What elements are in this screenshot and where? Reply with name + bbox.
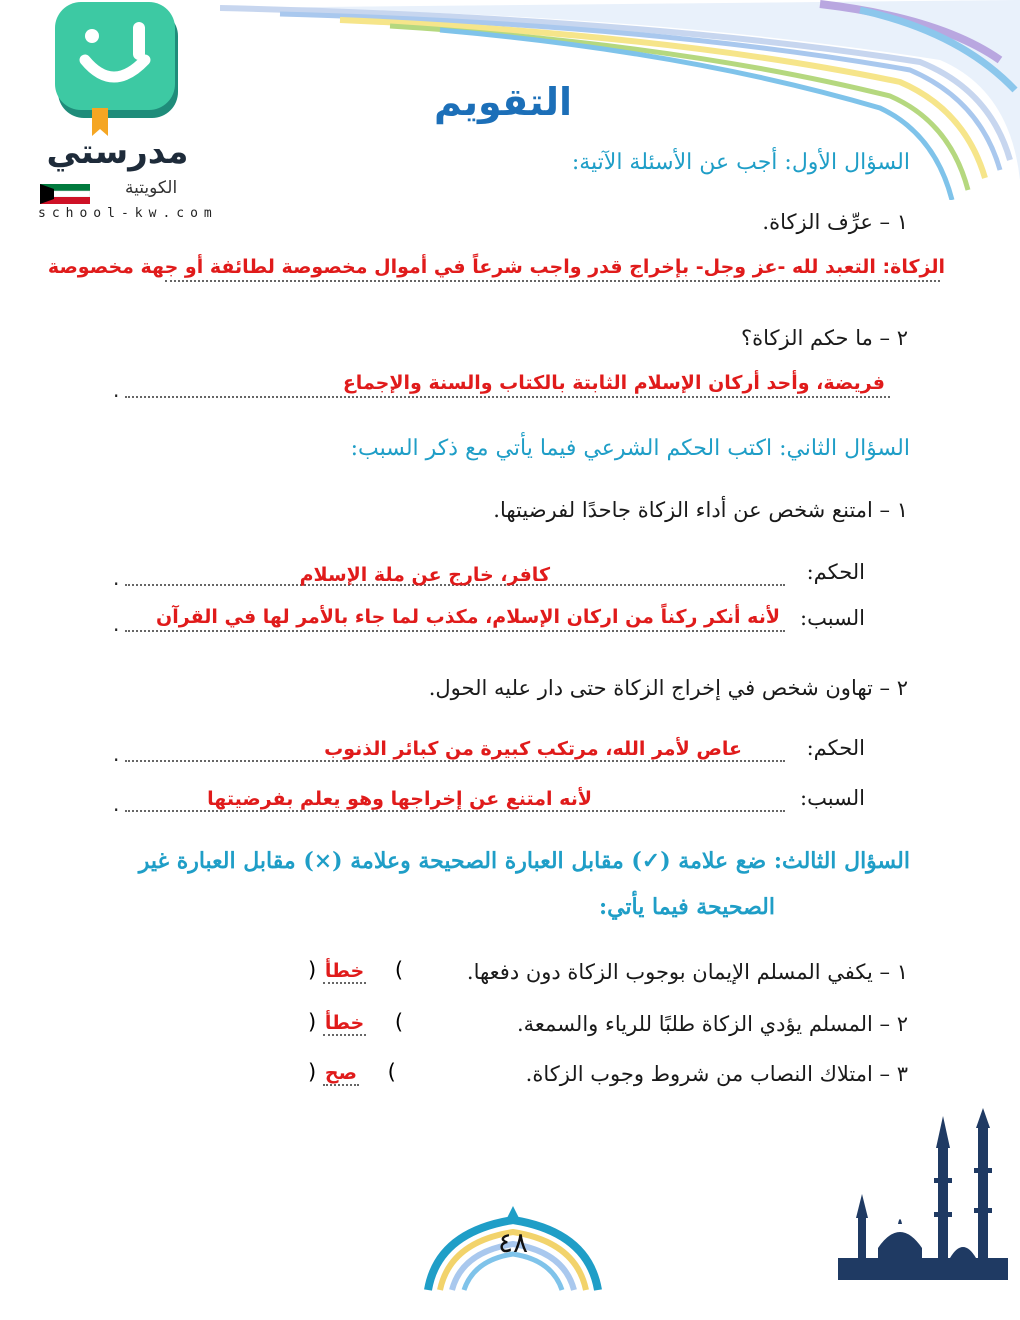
q3-item2-close-paren: ) — [308, 1010, 317, 1034]
q2-case2-ruling-label: الحكم: — [806, 736, 865, 760]
q3-item2-answer-box — [308, 1010, 428, 1034]
q2-case1-ruling: كافر، خارج عن ملة الإسلام — [299, 564, 550, 586]
logo-tile — [55, 2, 175, 110]
page-number: ٤٨ — [497, 1226, 529, 1259]
q3-item1-answer-box — [308, 958, 428, 982]
smile-icon — [55, 2, 175, 110]
page-title: التقويم — [433, 80, 572, 124]
logo-name: مدرستي — [46, 132, 189, 172]
q2-heading: السؤال الثاني: اكتب الحكم الشرعي فيما يأتي مع ذكر السبب: — [350, 436, 910, 461]
q2-case2-ruling-line — [125, 760, 785, 762]
q3-item2-text: ٢ – المسلم يؤدي الزكاة طلبًا للرياء والسمعة. — [516, 1012, 908, 1036]
q3-item2-answer: خطأ — [324, 1012, 365, 1034]
q3-item2-open-paren: ( — [394, 1010, 404, 1034]
q2-case2-reason-label: السبب: — [800, 786, 865, 810]
mosque-silhouette-icon — [838, 1108, 1008, 1280]
school-logo — [30, 0, 230, 230]
q1-item1-text: ١ – عرِّف الزكاة. — [762, 210, 908, 234]
q3-item3-text: ٣ – امتلاك النصاب من شروط وجوب الزكاة. — [525, 1062, 908, 1086]
q2-case2-ruling: عاص لأمر الله، مرتكب كبيرة من كبائر الذنوب — [324, 738, 742, 760]
q1-item2-text: ٢ – ما حكم الزكاة؟ — [740, 326, 908, 350]
q2-case2-ruling-period: . — [113, 742, 120, 766]
q2-case1-reason-label: السبب: — [800, 606, 865, 630]
q1-item1-answer-line — [165, 280, 940, 282]
q3-item3-open-paren: ( — [387, 1060, 396, 1084]
q3-item1-open-paren: ( — [394, 958, 404, 982]
q1-item2-answer: فريضة، وأحد أركان الإسلام الثابتة بالكتاب والسنة والإجماع — [342, 372, 885, 394]
logo-subtitle: الكويتية — [125, 178, 178, 198]
q3-item1-answer: خطأ — [324, 960, 365, 982]
q1-item2-answer-line — [125, 396, 890, 398]
q1-item2-period: . — [113, 378, 120, 402]
q2-case1-ruling-period: . — [113, 566, 120, 590]
q3-item1-text: ١ – يكفي المسلم الإيمان بوجوب الزكاة دون دفعها. — [466, 960, 908, 984]
q3-item3-answer: صح — [324, 1062, 357, 1084]
q2-case1-reason-line — [125, 630, 785, 632]
q2-case1-reason: لأنه أنكر ركناً من اركان الإسلام، مكذب لما جاء بالأمر لها في القرآن — [156, 606, 780, 628]
q2-case2-reason-period: . — [113, 792, 120, 816]
q3-item1-close-paren: ) — [308, 958, 317, 982]
q2-case1-text: ١ – امتنع شخص عن أداء الزكاة جاحدًا لفرضيتها. — [493, 498, 908, 522]
q1-heading: السؤال الأول: أجب عن الأسئلة الآتية: — [571, 150, 910, 175]
q3-heading-line2: الصحيحة فيما يأتي: — [598, 894, 775, 920]
q3-heading-line1: السؤال الثالث: ضع علامة (✓) مقابل العبارة الصحيحة وعلامة (×) مقابل العبارة غير — [138, 848, 910, 874]
q2-case2-reason-line — [125, 810, 785, 812]
q2-case2-reason: لأنه امتنع عن إخراجها وهو يعلم بفرضيتها — [207, 788, 592, 810]
q1-item1-answer: الزكاة: التعبد لله -عز وجل- بإخراج قدر واجب شرعاً في أموال مخصوصة لطائفة أو جهة مخصوصة — [47, 256, 945, 278]
q3-item3-close-paren: ) — [308, 1060, 317, 1084]
logo-url: school-kw.com — [38, 206, 218, 221]
q2-case1-reason-period: . — [113, 612, 120, 636]
kuwait-flag-icon — [40, 184, 90, 204]
q3-item3-answer-box — [308, 1060, 428, 1084]
q2-case1-ruling-label: الحكم: — [806, 560, 865, 584]
q2-case2-text: ٢ – تهاون شخص في إخراج الزكاة حتى دار عليه الحول. — [428, 676, 908, 700]
